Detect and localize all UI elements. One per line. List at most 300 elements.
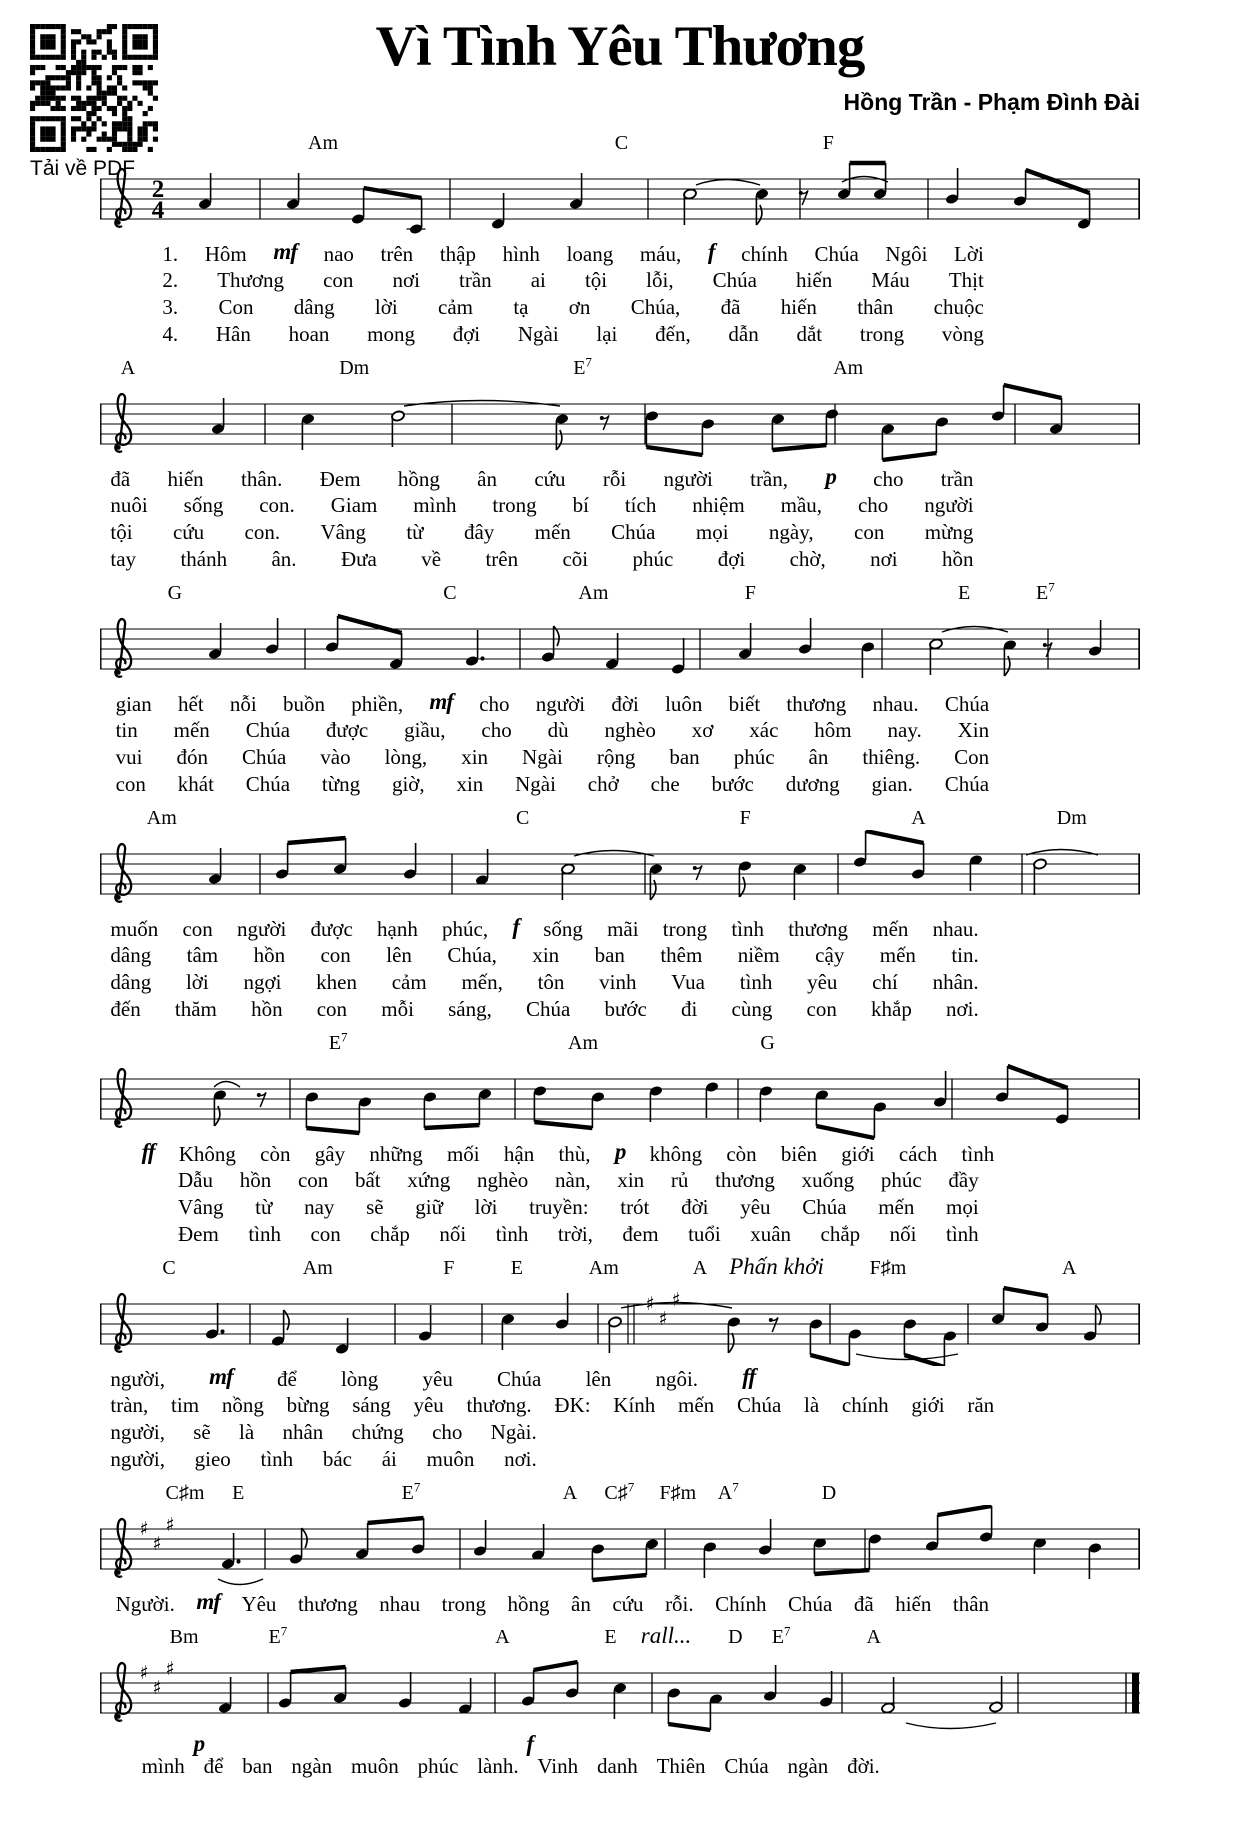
lyric-word: lời — [185, 970, 209, 994]
lyric-word: tình — [260, 1447, 294, 1471]
lyric-line-1 — [110, 466, 973, 493]
lyric-word: ơn — [568, 295, 591, 319]
lyric-word: bất — [354, 1168, 381, 1192]
lyric-word: lời — [474, 1195, 498, 1219]
lyric-line-4 — [110, 997, 978, 1024]
svg-text:♯: ♯ — [645, 1293, 655, 1315]
lyric-word: nồng — [221, 1393, 264, 1417]
lyric-word: nay. — [887, 718, 922, 742]
lyric-word: tin — [115, 718, 138, 742]
lyric-word: mọi — [695, 520, 729, 544]
lyric-word: lên — [585, 1367, 612, 1391]
lyric-word: ngàn — [787, 1754, 829, 1778]
lyric-word: Chúa — [814, 242, 859, 266]
lyric-word: phúc — [417, 1754, 459, 1778]
lyric-word: bước — [711, 772, 754, 796]
svg-text:♯: ♯ — [152, 1533, 162, 1555]
lyric-word: Vinh — [537, 1754, 579, 1778]
lyric-word: đi — [680, 997, 698, 1021]
dynamic-marking: mf — [196, 1589, 220, 1614]
lyric-word: đã — [853, 1592, 874, 1616]
lyric-word: Chính — [715, 1592, 767, 1616]
lyric-word: yêu — [807, 970, 838, 994]
chord-label: Am — [833, 357, 864, 379]
lyric-word: răn — [967, 1393, 995, 1417]
chord-label: Bm — [169, 1626, 199, 1648]
lyric-word: Chúa — [241, 745, 287, 769]
chord-row — [100, 805, 1140, 830]
treble-clef-icon — [115, 1294, 131, 1352]
lyric-word: ngợi — [243, 970, 282, 994]
chord-label: A — [495, 1626, 510, 1648]
chord-label: $A^7$ — [717, 1479, 739, 1504]
lyric-word: Chúa, — [630, 295, 681, 319]
lyric-word: cảm — [391, 970, 427, 994]
lyric-word: Chúa — [724, 1754, 769, 1778]
lyric-word: nối — [439, 1222, 467, 1246]
lyric-word: nối — [889, 1222, 917, 1246]
lyric-line-4 — [110, 547, 973, 574]
chord-label: A — [562, 1482, 578, 1504]
lyric-word: giờ, — [391, 772, 425, 796]
lyric-word: Ngôi — [885, 242, 928, 266]
lyric-word: là — [804, 1393, 820, 1417]
dynamic-marking: f — [512, 914, 519, 939]
lyric-word: đây — [463, 520, 495, 544]
lyric-line-2 — [110, 1393, 994, 1420]
lyric-word: khen — [316, 970, 357, 994]
lyric-word: hết — [178, 692, 204, 716]
lyric-word: ai — [530, 268, 546, 292]
dynamic-marking: ff — [742, 1364, 756, 1389]
lyric-word: Chúa — [245, 718, 291, 742]
chord-row — [100, 1030, 1140, 1055]
lyric-word: người — [924, 493, 974, 517]
system-1 — [100, 130, 1140, 349]
system-5 — [100, 1030, 1140, 1249]
lyric-word: đầy — [948, 1168, 979, 1192]
lyric-word: chính — [741, 242, 788, 266]
chord-label: E — [604, 1626, 617, 1648]
lyric-word: buồn — [283, 692, 325, 716]
lyric-word: sống — [543, 917, 583, 941]
lyric-word: tình — [731, 917, 764, 941]
lyric-word: Lời — [954, 242, 984, 266]
system-7 — [100, 1480, 1140, 1618]
chord-label: C♯$^7$ — [604, 1479, 635, 1504]
lyric-line-3 — [110, 1420, 536, 1447]
lyric-word: đến — [110, 997, 141, 1021]
lyric-word: thiêng. — [862, 745, 921, 769]
lyric-word: thêm — [660, 943, 703, 967]
lyric-word: nghèo — [604, 718, 656, 742]
lyric-word: cậy — [815, 943, 845, 967]
lyric-word: chứng — [351, 1420, 404, 1444]
lyric-word: thăm — [174, 997, 217, 1021]
lyric-word: luôn — [665, 692, 703, 716]
tempo-marking: Phấn khởi — [729, 1254, 824, 1279]
lyric-word: nao — [323, 242, 354, 266]
chord-label: Am — [308, 132, 338, 154]
lyric-word: cứu — [612, 1592, 644, 1616]
treble-clef-icon — [115, 619, 131, 677]
lyric-word: mầu, — [780, 493, 823, 517]
lyric-word: được — [325, 718, 369, 742]
lyric-word: giầu, — [404, 718, 446, 742]
lyric-word: 3. — [162, 295, 179, 319]
lyric-word: hiến — [167, 467, 204, 491]
chord-row — [100, 130, 1140, 155]
lyric-word: thánh — [180, 547, 228, 571]
lyric-word: nhân. — [932, 970, 979, 994]
lyric-word: rỗi. — [665, 1592, 694, 1616]
lyric-word: đã — [720, 295, 741, 319]
lyric-word: Ngài — [517, 322, 559, 346]
lyric-word: Chúa — [944, 692, 990, 716]
lyric-word: sẽ — [366, 1195, 384, 1219]
lyric-word: Vâng — [178, 1195, 224, 1219]
lyric-word: cho — [857, 493, 889, 517]
lyric-word: người, — [110, 1447, 165, 1471]
dynamic-marking: f — [707, 239, 715, 264]
lyric-word: Máu — [871, 268, 910, 292]
svg-text:4: 4 — [151, 197, 165, 224]
lyric-word: tâm — [186, 943, 219, 967]
chord-label: Am — [146, 807, 177, 829]
system-3 — [100, 580, 1140, 799]
lyric-word: sáng — [352, 1393, 391, 1417]
lyric-word: xác — [749, 718, 779, 742]
lyric-word: thương — [297, 1592, 358, 1616]
lyric-word: ban — [669, 745, 700, 769]
lyric-word: ngày, — [768, 520, 814, 544]
lyric-word: ái — [381, 1447, 397, 1471]
lyric-word: 1. — [162, 242, 179, 266]
tempo-marking: rall... — [640, 1623, 692, 1648]
lyric-word: mến, — [461, 970, 503, 994]
chord-label: Dm — [339, 357, 370, 379]
lyric-word: Con — [218, 295, 254, 319]
staff — [100, 605, 1140, 691]
lyric-word: khắp — [871, 997, 912, 1021]
lyric-word: không — [649, 1142, 703, 1166]
lyric-line-1 — [162, 241, 984, 268]
lyric-word: giữ — [415, 1195, 443, 1219]
lyric-word: tội — [110, 520, 133, 544]
lyric-word: Kính — [613, 1393, 656, 1417]
chord-label: F♯m — [659, 1482, 697, 1504]
lyric-word: Thương — [217, 268, 285, 292]
lyric-word: ban — [594, 943, 625, 967]
lyric-word: Chúa — [736, 1393, 782, 1417]
lyric-word: hồn — [239, 1168, 272, 1192]
lyric-word: truyền: — [529, 1195, 589, 1219]
lyric-word: thân — [952, 1592, 990, 1616]
lyric-word: hận — [503, 1142, 535, 1166]
lyric-line-1 — [116, 691, 990, 718]
lyric-word: mong — [367, 322, 415, 346]
lyric-word: Chúa — [497, 1367, 542, 1391]
lyric-word: hồng — [507, 1592, 550, 1616]
lyric-word: con. — [244, 520, 281, 544]
chord-label: A — [866, 1626, 881, 1648]
svg-text:♯: ♯ — [165, 1514, 175, 1536]
lyric-line-1 — [110, 916, 978, 943]
lyric-word: khát — [177, 772, 214, 796]
lyric-word: rủ — [670, 1168, 689, 1192]
lyric-word: ân — [571, 1592, 591, 1616]
lyric-word: xin — [532, 943, 560, 967]
lyric-word: danh — [596, 1754, 638, 1778]
lyric-word: lại — [596, 322, 618, 346]
lyric-line-1 — [142, 1141, 995, 1168]
lyric-word: tình — [495, 1222, 529, 1246]
dynamic-marking: p — [614, 1139, 626, 1164]
lyric-word: mối — [446, 1142, 480, 1166]
lyric-word: cõi — [562, 547, 589, 571]
lyric-word: dù — [547, 718, 569, 742]
lyric-word: tình — [248, 1222, 281, 1246]
lyric-word: 2. — [162, 268, 179, 292]
lyric-word: mến — [173, 718, 210, 742]
lyric-word: đời. — [847, 1754, 880, 1778]
lyric-word: mọi — [946, 1195, 979, 1219]
lyric-word: nhau. — [872, 692, 919, 716]
lyric-word: đời — [611, 692, 639, 716]
lyric-word: nơi. — [946, 997, 979, 1021]
treble-clef-icon — [115, 169, 131, 227]
lyric-word: chí — [872, 970, 898, 994]
lyric-word: Chúa — [802, 1195, 847, 1219]
svg-text:♯: ♯ — [671, 1289, 681, 1311]
lyric-word: bừng — [286, 1393, 330, 1417]
lyric-word: từ — [255, 1195, 273, 1219]
chord-label: $E^7$ — [268, 1623, 288, 1648]
lyric-word: từ — [406, 520, 424, 544]
lyric-word: bác — [322, 1447, 353, 1471]
lyric-word: đời — [681, 1195, 709, 1219]
lyric-word: phiền, — [351, 692, 404, 716]
lyric-word: tràn, — [110, 1393, 149, 1417]
lyric-line-4 — [178, 1222, 979, 1249]
lyric-word: để — [276, 1367, 297, 1391]
chord-label: C♯m — [165, 1482, 205, 1504]
lyric-word: sẽ — [193, 1420, 211, 1444]
chord-label: $E^7$ — [328, 1029, 348, 1054]
lyric-word: dâng — [110, 943, 152, 967]
lyric-line-2 — [116, 718, 990, 745]
lyric-word: tuổi — [688, 1222, 721, 1246]
lyric-word: nỗi — [229, 692, 257, 716]
staff — [100, 1505, 1140, 1591]
lyric-word: máu, — [639, 242, 682, 266]
lyric-word: Xin — [957, 718, 990, 742]
staff — [100, 1055, 1140, 1141]
lyric-word: dắt — [796, 322, 823, 346]
svg-text:2: 2 — [151, 176, 165, 203]
lyric-word: thân — [857, 295, 894, 319]
lyric-word: là — [239, 1420, 255, 1444]
lyric-word: chắp — [370, 1222, 410, 1246]
lyric-word: biên — [780, 1142, 818, 1166]
lyric-word: Đem — [319, 467, 361, 491]
lyric-word: xuống — [801, 1168, 855, 1192]
lyric-line-3 — [110, 970, 978, 997]
lyric-word: ân. — [271, 547, 297, 571]
score — [100, 130, 1140, 1781]
chord-label: D — [728, 1626, 743, 1648]
lyric-word: người, — [110, 1420, 165, 1444]
dynamic-marking: mf — [209, 1364, 233, 1389]
lyric-word: con — [115, 772, 146, 796]
chord-label: $E^7$ — [1036, 579, 1055, 604]
lyric-word: thương. — [466, 1393, 532, 1417]
lyric-word: bước — [604, 997, 647, 1021]
lyric-word: Chúa, — [447, 943, 497, 967]
lyric-word: giới — [911, 1393, 945, 1417]
chord-label: A — [911, 807, 926, 829]
treble-clef-icon — [115, 844, 131, 902]
lyric-word: Đưa — [340, 547, 377, 571]
lyric-word: trên — [485, 547, 519, 571]
lyric-word: Giam — [330, 493, 378, 517]
lyric-word: phúc, — [442, 917, 489, 941]
lyric-word: ban — [242, 1754, 273, 1778]
lyric-word: nay — [304, 1195, 335, 1219]
lyric-word: tình — [961, 1142, 995, 1166]
lyric-word: dâng — [293, 295, 335, 319]
lyric-word: chờ, — [789, 547, 826, 571]
chord-label: C — [516, 807, 530, 829]
lyric-word: thân. — [241, 467, 283, 491]
lyric-word: Chúa — [245, 772, 291, 796]
lyric-word: gian. — [871, 772, 913, 796]
chord-row — [100, 1624, 1140, 1649]
lyric-line-2 — [178, 1168, 979, 1195]
lyric-word: lời — [374, 295, 398, 319]
chord-label: $E^7$ — [401, 1479, 421, 1504]
staff — [100, 155, 1140, 241]
chord-label: F — [744, 582, 756, 604]
lyric-word: 4. — [162, 322, 179, 346]
lyric-word: xin — [461, 745, 489, 769]
lyric-word: con. — [259, 493, 295, 517]
lyric-line-4 — [110, 1447, 536, 1474]
lyric-word: sống — [183, 493, 224, 517]
lyric-word: cho — [873, 467, 904, 491]
lyric-word: trong — [662, 917, 708, 941]
lyric-word: Yêu — [241, 1592, 277, 1616]
chord-label: C — [614, 132, 629, 154]
svg-text:♯: ♯ — [152, 1677, 162, 1699]
lyric-word: con — [182, 917, 213, 941]
lyric-word: nơi — [870, 547, 898, 571]
lyric-word: tình — [739, 970, 773, 994]
lyric-word: vào — [320, 745, 351, 769]
lyric-word: cho — [432, 1420, 463, 1444]
lyric-word: trót — [620, 1195, 650, 1219]
lyric-word: nuôi — [110, 493, 148, 517]
lyric-word: trong — [859, 322, 905, 346]
composer-credit: Hồng Trần - Phạm Đình Đài — [843, 89, 1140, 115]
svg-text:♯: ♯ — [165, 1658, 175, 1680]
svg-text:♯: ♯ — [139, 1518, 149, 1540]
lyric-word: cùng — [731, 997, 773, 1021]
lyric-word: chính — [841, 1393, 889, 1417]
lyric-word: hồn — [251, 997, 283, 1021]
lyric-word: muôn — [350, 1754, 399, 1778]
lyric-word: Chúa — [526, 997, 571, 1021]
lyric-word: thương — [788, 917, 849, 941]
lyric-word: gây — [314, 1142, 346, 1166]
lyric-word: Dẫu — [178, 1168, 213, 1192]
chord-label: E — [232, 1482, 245, 1504]
lyric-word: xuân — [750, 1222, 792, 1246]
lyric-word: niềm — [737, 943, 780, 967]
lyric-word: tạ — [513, 295, 529, 319]
chord-label: A — [120, 357, 136, 379]
chord-row — [100, 1255, 1140, 1280]
lyric-word: tích — [624, 493, 657, 517]
lyric-line-1 — [110, 1366, 755, 1393]
lyric-word: người — [236, 917, 287, 941]
lyric-word: trần, — [750, 467, 789, 491]
lyric-word: đến, — [655, 322, 691, 346]
lyric-word: mến — [534, 520, 571, 544]
lyric-word: Ngài — [515, 772, 556, 796]
lyric-word: mỗi — [381, 997, 414, 1021]
treble-clef-icon — [115, 1069, 131, 1127]
chord-label: Am — [302, 1257, 333, 1279]
lyric-word: muốn — [110, 917, 159, 941]
chord-label: Dm — [1056, 807, 1087, 829]
treble-clef-icon — [115, 1663, 131, 1721]
lyric-word: cứu — [534, 467, 566, 491]
dynamic-marking: mf — [429, 689, 453, 714]
lyric-line-2 — [110, 493, 973, 520]
lyric-word: mến — [878, 1195, 915, 1219]
lyric-line-3 — [116, 745, 990, 772]
lyric-word: con — [806, 997, 837, 1021]
lyric-word: che — [650, 772, 680, 796]
lyric-word: nhau. — [932, 917, 979, 941]
staff — [100, 380, 1140, 466]
lyric-word: lòng — [340, 1367, 379, 1391]
lyric-word: được — [310, 917, 353, 941]
treble-clef-icon — [115, 1519, 131, 1577]
lyric-word: tay — [110, 547, 137, 571]
lyric-word: trong — [492, 493, 537, 517]
lyric-word: Hân — [215, 322, 251, 346]
lyric-word: từng — [321, 772, 361, 796]
lyric-line-3 — [110, 520, 973, 547]
lyric-word: đã — [110, 467, 131, 491]
chord-label: Am — [568, 1032, 598, 1054]
lyric-word: cho — [481, 718, 512, 742]
lyric-word: Chúa — [944, 772, 990, 796]
lyric-word: nàn, — [555, 1168, 591, 1192]
lyric-word: con — [854, 520, 885, 544]
lyric-word: biết — [728, 692, 761, 716]
lyric-word: Vâng — [320, 520, 366, 544]
lyric-word: hạnh — [377, 917, 418, 941]
chord-label: Am — [588, 1257, 619, 1279]
download-pdf-link[interactable]: Tải về PDF — [30, 157, 136, 180]
chord-label: E — [510, 1257, 524, 1279]
lyric-word: cứu — [172, 520, 205, 544]
lyric-word: tình — [946, 1222, 979, 1246]
lyric-word: Không — [178, 1142, 236, 1166]
